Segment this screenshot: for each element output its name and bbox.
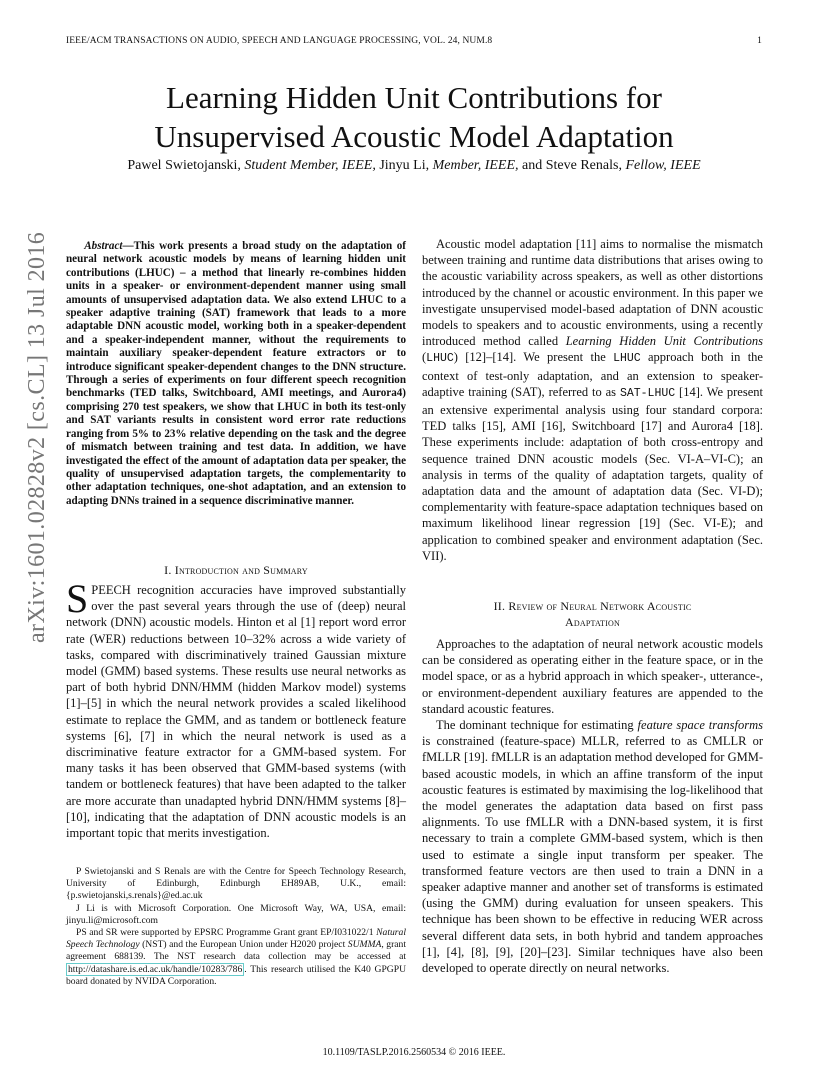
journal-name: IEEE/ACM TRANSACTIONS ON AUDIO, SPEECH AND LANGUAGE PROCESSING, VOL. 24, NUM.8 — [66, 36, 493, 46]
author-1: Pawel Swietojanski, — [127, 158, 241, 173]
footnote-funding: PS and SR were supported by EPSRC Programme Grant grant EP/I031022/1 Natural Speech Technology (NST) and the European Union under H2020 project SUMMA, grant agreement 688139. The NST research data collection may be accessed at http://datashare.is.ed.ac.uk/handle/10283/786 . This research utilised the K40 GPGPU board donated by NVIDA Corporation. — [66, 927, 406, 987]
running-head — [66, 36, 762, 46]
section-1-text: PEECH recognition accuracies have improved substantially over the past several years through the use of (deep) neural network (DNN) acoustic models. Hinton et al [1] report word error rate (WER) reductions between 10–32% across a wide variety of tasks, compared with discriminatively trained Gaussian mixture model (GMM) based systems. These results use neural networks as part of both hybrid DNN/HMM (hidden Markov model) systems [1]–[5] in which the neural network provides a scaled likelihood estimate to replace the GMM, and as tandem or bottleneck feature systems [6], [7] in which the neural network is used as a discriminative feature extractor for a GMM-based system. For many tasks it has been observed that GMM-based systems (with tandem or bottleneck features) that have been adapted to the talker are more accurate than unadapted hybrid DNN/HMM systems [8]–[10], indicating that the adaptation of DNN acoustic models is an important topic that merits investigation. — [66, 583, 406, 841]
section-2-number: II. — [493, 599, 506, 613]
drop-cap: S — [66, 576, 89, 621]
footnotes — [66, 866, 406, 988]
section-2-title-1: Review of Neural Network Acoustic — [508, 599, 692, 613]
section-1-body — [66, 576, 406, 841]
doi-line: 10.1109/TASLP.2016.2560534 © 2016 IEEE. — [322, 1047, 506, 1058]
abstract — [66, 240, 406, 508]
title-line-2: Unsupervised Acoustic Model Adaptation — [154, 119, 674, 154]
section-2-paragraph-1: Approaches to the adaptation of neural network acoustic models can be considered as operating either in the feature space, or in the model space, or as a hybrid approach in which speaker-, utterance-, or environment-dependent auxiliary features are appended to the standard acoustic features. — [422, 637, 763, 716]
author-2: Jinyu Li, — [379, 158, 430, 173]
arxiv-stamp: arXiv:1601.02828v2 [cs.CL] 13 Jul 2016 — [24, 231, 50, 643]
section-2-paragraph-2: The dominant technique for estimating feature space transforms is constrained (feature-space) MLLR, referred to as CMLLR or fMLLR [19]. fMLLR is an adaptation method developed for GMM-based acoustic models, in which an affine transform of the input acoustic features is estimated by maximising the log-likelihood that the model generates the adaptation data based on first pass alignments. To use fMLLR with a DNN-based system, it is first necessary to train a complete GMM-based system, which is then used to estimate a single input transform per speaker. The transformed feature vectors are then used to train a DNN in a speaker adaptive manner and another set of transforms is estimated (using the GMM) during evaluation for unseen speakers. This technique has been shown to be effective in reducing WER across several different data sets, in both hybrid and tandem approaches [1], [4], [8], [9], [20]–[23]. Similar techniques have also been developed to operate directly on neural networks. — [422, 718, 763, 976]
section-1-title: Introduction and Summary — [174, 563, 308, 577]
footnote-affiliation-1: P Swietojanski and S Renals are with the Centre for Speech Technology Research, University of Edinburgh, Edinburgh EH89AB, U.K., email: {p.swietojanski,s.renals}@ed.ac.uk — [66, 866, 406, 902]
author-2-role: Member, IEEE, — [432, 158, 519, 173]
abstract-text: —This work presents a broad study on the adaptation of neural network acoustic models by means of learning hidden unit contributions (LHUC) – a method that linearly re-combines hidden units in a speaker- or environment-dependent manner using small amounts of unsupervised adaptation data. We also extend LHUC to a speaker adaptive training (SAT) framework that leads to a more adaptable DNN acoustic model, working both in a speaker-dependent and a speaker-independent manner, without the requirements to maintain auxiliary speaker-dependent feature extractors or to introduce significant speaker-dependent changes to the DNN structure. Through a series of experiments on four different speech recognition benchmarks (TED talks, Switchboard, AMI meetings, and Aurora4) comprising 270 test speakers, we show that LHUC in both its test-only and SAT variants results in consistent word error rate reductions ranging from 5% to 23% relative depending on the task and the degree of mismatch between training and test data. In addition, we have investigated the effect of the amount of adaptation data per speaker, the quality of unsupervised adaptation targets, the complementarity to other adaptation techniques, one-shot adaptation, and an extension to adapting DNNs trained in a sequence discriminative manner. — [66, 240, 406, 507]
author-1-role: Student Member, IEEE, — [244, 158, 376, 173]
section-2-heading — [422, 598, 763, 630]
abstract-label: Abstract — [84, 240, 123, 252]
data-link[interactable]: http://datashare.is.ed.ac.uk/handle/10283/786 — [68, 963, 243, 975]
author-3-role: Fellow, IEEE — [625, 158, 701, 173]
intro-continued — [422, 236, 763, 564]
author-list — [66, 158, 762, 174]
intro-paragraph: Acoustic model adaptation [11] aims to normalise the mismatch between training and runtime data distributions that arises owing to the acoustic variability across speakers, as well as other distortions introduced by the channel or acoustic environment. In this paper we investigate unsupervised model-based adaptation of DNN acoustic models to speakers and to acoustic environments, using a recently introduced method called Learning Hidden Unit Contributions (LHUC) [12]–[14]. We present the LHUC approach both in the context of test-only adaptation, and an extension to speaker-adaptive training (SAT), referred to as SAT-LHUC [14]. We present an extensive experimental analysis using four standard corpora: TED talks [15], AMI [16], Switchboard [17] and Aurora4 [18]. These experiments include: adaptation of both cross-entropy and sequence trained DNN acoustic models (Sec. VI-A–VI-C); an analysis in terms of the quality of adaptation targets, quality of adaptation data and the amount of adaptation data (Sec. VI-D); complementarity with feature-space adaptation techniques based on maximum likelihood linear regression [19] (Sec. VI-E); and application to combined speaker and environment adaptation (Sec. VII). — [422, 237, 763, 563]
page-number: 1 — [757, 36, 762, 46]
paper-title — [66, 78, 762, 156]
section-2-title-2: Adaptation — [565, 615, 620, 629]
title-line-1: Learning Hidden Unit Contributions for — [166, 80, 662, 115]
footnote-affiliation-2: J Li is with Microsoft Corporation. One Microsoft Way, WA, USA, email: jinyu.li@microsoft.com — [66, 902, 406, 926]
section-1-heading — [66, 563, 406, 578]
section-2-body — [422, 636, 763, 976]
section-1-number: I. — [164, 563, 172, 577]
author-3: and Steve Renals, — [522, 158, 622, 173]
